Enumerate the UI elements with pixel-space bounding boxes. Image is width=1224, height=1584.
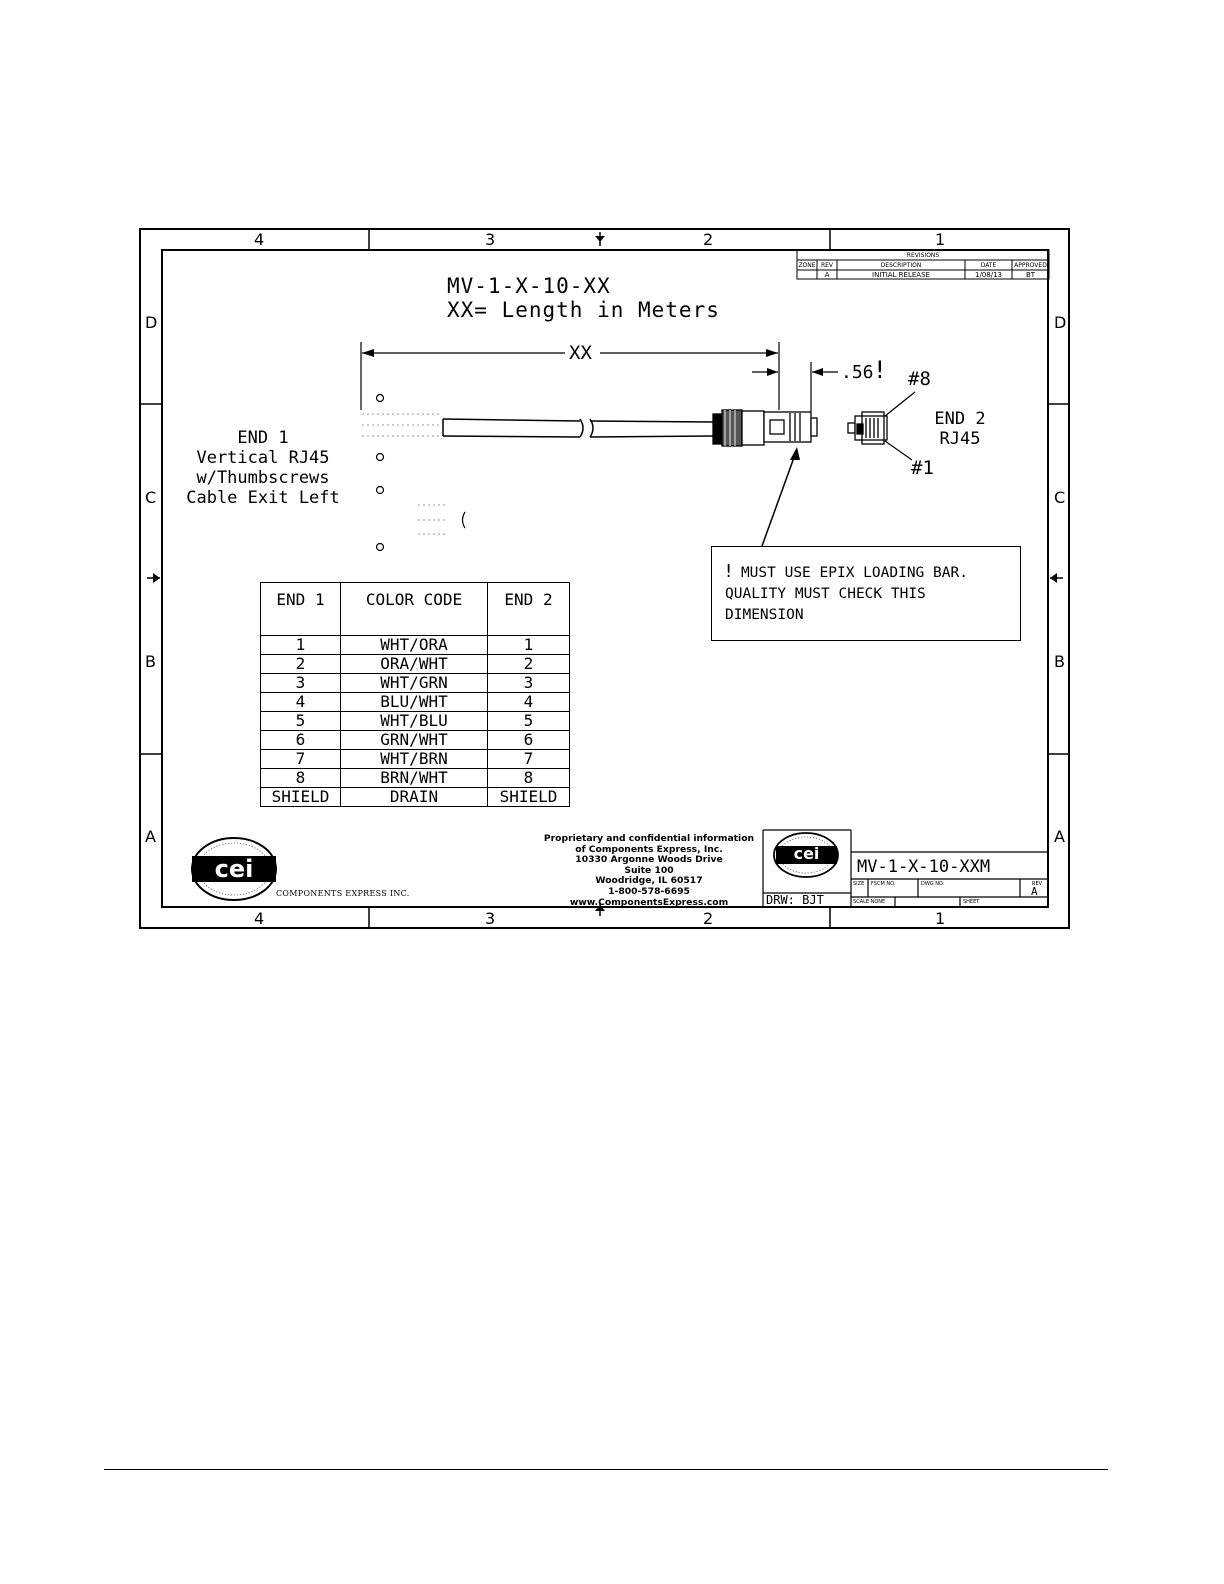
pin-8-label: #8 xyxy=(908,368,931,390)
end1-line3: w/Thumbscrews xyxy=(196,468,330,488)
pin-color: DRAIN xyxy=(341,788,488,807)
dimension-056-mark: ! xyxy=(875,356,885,384)
zone-col-3-top: 3 xyxy=(485,230,496,249)
table-row xyxy=(261,674,570,693)
end1-label xyxy=(178,428,348,508)
rev-header-zone: ZONE xyxy=(798,262,816,269)
proprietary-line: of Components Express, Inc. xyxy=(575,843,723,855)
pin-end1: SHIELD xyxy=(261,788,341,807)
table-row xyxy=(261,788,570,807)
dimension-xx-label: XX xyxy=(569,342,592,364)
zone-row-d-right: D xyxy=(1054,313,1067,332)
rev-label: REV xyxy=(1032,881,1043,887)
zone-col-3-bottom: 3 xyxy=(485,909,496,928)
rev-header-description: DESCRIPTION xyxy=(880,262,922,269)
drawn-by: DRW: BJT xyxy=(766,893,824,907)
footer-rule xyxy=(104,1469,1108,1470)
note-text-3: DIMENSION xyxy=(725,607,804,623)
table-row xyxy=(261,731,570,750)
pinout-header-end2: END 2 xyxy=(488,583,570,636)
end2-label xyxy=(920,409,1000,449)
pinout-header-row xyxy=(261,583,570,636)
end2-line2: RJ45 xyxy=(939,429,981,449)
proprietary-line: www.ComponentsExpress.com xyxy=(569,896,729,908)
drawing-title: MV-1-X-10-XX xyxy=(447,274,611,298)
note-line1 xyxy=(725,561,1020,584)
pin-end1: 8 xyxy=(261,769,341,788)
note-mark: ! xyxy=(725,561,733,582)
table-row xyxy=(261,655,570,674)
rev-row-description: INITIAL RELEASE xyxy=(872,271,930,279)
zone-col-1-top: 1 xyxy=(935,230,946,249)
table-row xyxy=(261,769,570,788)
note-text-1: MUST USE EPIX LOADING BAR. xyxy=(740,565,968,581)
pinout-header-end1: END 1 xyxy=(261,583,341,636)
proprietary-line: Proprietary and confidential information xyxy=(543,833,755,844)
pin-end2: 3 xyxy=(488,674,570,693)
pin-end2: 2 xyxy=(488,655,570,674)
zone-col-4-top: 4 xyxy=(254,230,265,249)
end1-connector xyxy=(362,395,465,551)
pin-color: BRN/WHT xyxy=(341,769,488,788)
zone-col-2-bottom: 2 xyxy=(703,909,714,928)
proprietary-line: Suite 100 xyxy=(624,864,674,876)
rev-value: A xyxy=(1031,885,1038,898)
rev-row-rev: A xyxy=(824,271,830,279)
pin-color: WHT/ORA xyxy=(341,636,488,655)
zone-col-4-bottom: 4 xyxy=(254,909,265,928)
rev-header-date: DATE xyxy=(980,262,997,269)
proprietary-line: 10330 Argonne Woods Drive xyxy=(575,854,723,866)
pin-1-label: #1 xyxy=(911,457,934,479)
pin-end1: 1 xyxy=(261,636,341,655)
dwg-label: DWG NO. xyxy=(921,881,945,887)
proprietary-line: Woodridge, IL 60517 xyxy=(595,875,703,887)
sheet-label: SHEET xyxy=(963,899,980,905)
revisions-title: REVISIONS xyxy=(906,252,940,259)
note-text-2: QUALITY MUST CHECK THIS xyxy=(725,586,926,602)
proprietary-line: 1-800-578-6695 xyxy=(608,885,690,897)
table-row xyxy=(261,750,570,769)
end1-line2: Vertical RJ45 xyxy=(196,448,330,468)
table-row xyxy=(261,693,570,712)
zone-row-a-left: A xyxy=(145,827,156,846)
end1-line4: Cable Exit Left xyxy=(186,488,340,508)
dimension-056-label: .56 xyxy=(841,362,874,383)
cei-logo-small-text: cei xyxy=(793,844,820,863)
pin-color: WHT/BLU xyxy=(341,712,488,731)
pin-color: BLU/WHT xyxy=(341,693,488,712)
pin-end2: 6 xyxy=(488,731,570,750)
rev-row-date: 1/08/13 xyxy=(975,271,1002,279)
drawing-subtitle: XX= Length in Meters xyxy=(447,298,720,322)
rj45-plug-end2 xyxy=(848,412,887,444)
cei-logo-large-text: cei xyxy=(214,855,254,883)
zone-row-c-right: C xyxy=(1054,488,1066,507)
end1-line1: END 1 xyxy=(237,428,289,448)
pin-end1: 5 xyxy=(261,712,341,731)
part-number: MV-1-X-10-XXM xyxy=(857,857,991,877)
zone-row-d-left: D xyxy=(145,313,158,332)
scale-label: SCALE NONE xyxy=(853,899,886,905)
pin-end1: 2 xyxy=(261,655,341,674)
zone-row-b-right: B xyxy=(1054,652,1065,671)
pin-end2: SHIELD xyxy=(488,788,570,807)
size-label: SIZE xyxy=(853,881,865,887)
rev-row-approved: BT xyxy=(1025,271,1036,279)
end2-line1: END 2 xyxy=(934,409,986,429)
cable xyxy=(443,419,714,437)
table-row xyxy=(261,712,570,731)
pinout-header-color: COLOR CODE xyxy=(341,583,488,636)
fscm-label: FSCM NO. xyxy=(871,881,896,887)
pin-color: ORA/WHT xyxy=(341,655,488,674)
rev-header-rev: REV xyxy=(820,262,834,269)
pin-end1: 6 xyxy=(261,731,341,750)
pin-end2: 4 xyxy=(488,693,570,712)
note-box xyxy=(711,546,1021,641)
pinout-table xyxy=(260,582,570,807)
zone-row-a-right: A xyxy=(1054,827,1065,846)
pin-end2: 8 xyxy=(488,769,570,788)
pin-end2: 1 xyxy=(488,636,570,655)
pin-end2: 7 xyxy=(488,750,570,769)
zone-col-1-bottom: 1 xyxy=(935,909,946,928)
pin-color: GRN/WHT xyxy=(341,731,488,750)
zone-row-c-left: C xyxy=(145,488,157,507)
pin-color: WHT/GRN xyxy=(341,674,488,693)
zone-row-b-left: B xyxy=(145,652,156,671)
zone-col-2-top: 2 xyxy=(703,230,714,249)
company-name: COMPONENTS EXPRESS INC. xyxy=(276,889,410,898)
table-row xyxy=(261,636,570,655)
pin-end1: 3 xyxy=(261,674,341,693)
pin-color: WHT/BRN xyxy=(341,750,488,769)
rj45-plug-cable xyxy=(713,410,817,446)
pin-end1: 4 xyxy=(261,693,341,712)
pin-end1: 7 xyxy=(261,750,341,769)
pin-end2: 5 xyxy=(488,712,570,731)
rev-header-approved: APPROVED xyxy=(1014,262,1047,269)
proprietary-block xyxy=(535,834,763,908)
